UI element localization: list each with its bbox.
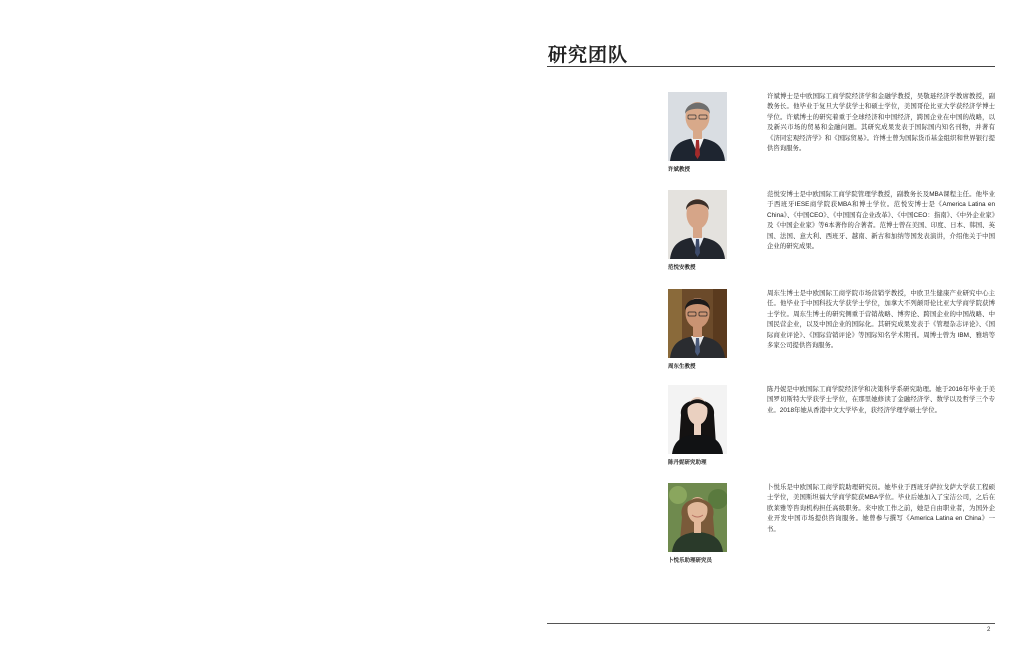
footer-divider	[547, 623, 995, 624]
title-divider	[547, 66, 995, 67]
member-bio: 范悦安博士是中欧国际工商学院管理学教授，副教务长及MBA课程主任。他毕业于西班牙IESE商学院获MBA和博士学位。范悦安博士是《America Latina en China》、《中国CEO》、《中国国有企业改革》、《中国CEO：指南》、《中外企业家》及《中国企业家》等6本著作的合著者。范博士曾在美国、印度、日本、韩国、英国、法国、意大利、西班牙、越南、新古和加纳等国发表演讲，介绍他关于中国企业的研究成果。	[767, 191, 995, 251]
member-bio: 卜悦乐是中欧国际工商学院助理研究员。她毕业于西班牙萨拉戈萨大学获工程硕士学位，美国斯坦福大学商学院获MBA学位。毕业后她加入了宝洁公司，之后在欧莱雅等咨询机构担任高级职务。来中欧工作之前，她是自由职业者，为国外企业开发中国市场提供咨询服务。她曾参与撰写《America Latina en China》一书。	[767, 484, 995, 533]
member-caption: 范悦安教授	[668, 265, 696, 271]
member-portrait	[668, 385, 727, 454]
section-title: 研究团队	[548, 45, 629, 66]
member-bio: 许斌博士是中欧国际工商学院经济学和金融学教授，吴敬琏经济学教席教授，副教务长。他毕业于复旦大学获学士和硕士学位，美国哥伦比亚大学获经济学博士学位。许斌博士的研究着重于全球经济和中国经济，跨国企业在中国的战略，以及新兴市场的贸易和金融问题。其研究成果发表于国际国内知名刊物，并著有《济同宏观经济学》和《国际贸易》。许博士曾为国际货币基金组织和世界银行提供咨询服务。	[767, 93, 995, 153]
member-caption: 卜悦乐助理研究员	[668, 558, 713, 564]
member-caption: 许斌教授	[668, 167, 691, 173]
member-bio: 陈丹妮是中欧国际工商学院经济学和决策科学系研究助理。她于2016年毕业于美国罗切斯特大学获学士学位，在那里她修读了金融经济学、数学以及哲学三个专业。2018年她从香港中文大学毕业，获经济学理学硕士学位。	[767, 386, 995, 414]
member-portrait	[668, 92, 727, 161]
member-portrait	[668, 190, 727, 259]
member-caption: 周东生教授	[668, 364, 696, 370]
member-portrait	[668, 483, 727, 552]
page-number: 2	[987, 627, 991, 633]
member-bio: 周东生博士是中欧国际工商学院市场营销学教授，中欧卫生健康产业研究中心主任。他毕业于中国科技大学获学士学位，加拿大不列颠哥伦比亚大学商学院获博士学位。周东生博士的研究侧重于营销战略、博弈论、跨国企业的中国战略、中国民营企业，以及中国企业的国际化。其研究成果发表于《管理杂志评论》、《国际商业评论》、《国际营销评论》等国际知名学术期刊。周博士曾为 IBM、雅培等多家公司提供咨询服务。	[767, 290, 995, 350]
member-portrait	[668, 289, 727, 358]
member-caption: 陈丹妮研究助理	[668, 460, 707, 466]
